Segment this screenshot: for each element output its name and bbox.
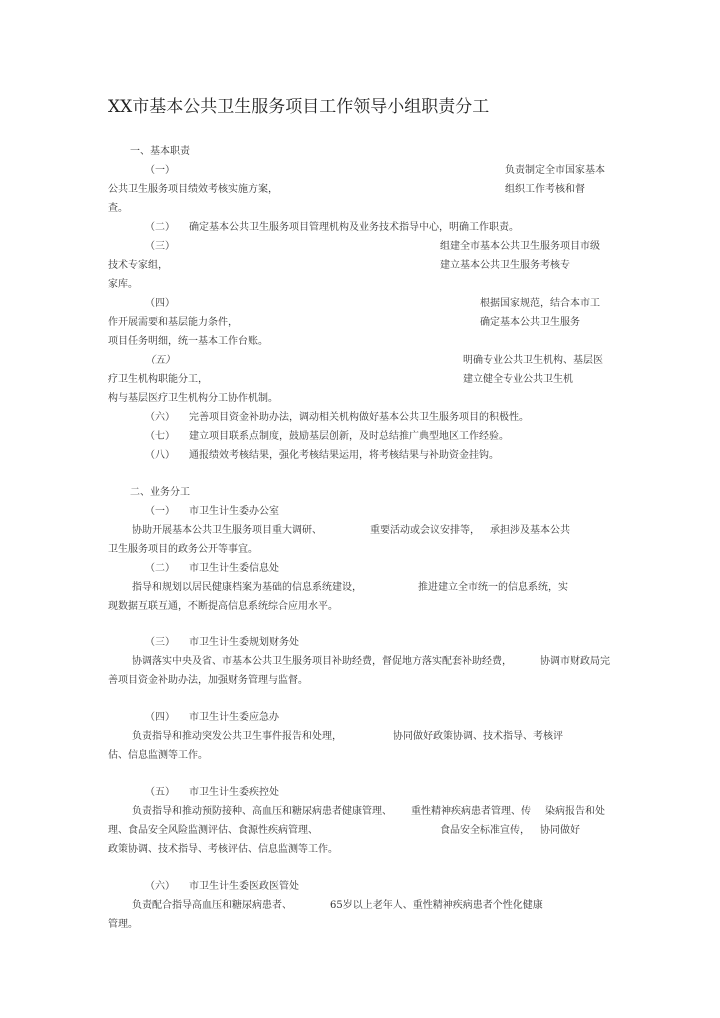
item-number: （二） [145, 222, 175, 233]
item-number: （四） [145, 712, 175, 723]
paragraph-text: 公共卫生服务项目绩效考核实施方案， [108, 184, 278, 195]
item-number: （二） [145, 563, 175, 574]
paragraph-text: 明确专业公共卫生机构、基层医 [463, 355, 603, 366]
paragraph-text: 负责配合指导高血压和糖尿病患者、 [132, 900, 292, 911]
paragraph-text: 推进建立全市统一的信息系统，实 [418, 582, 568, 593]
paragraph-text: 组建全市基本公共卫生服务项目市级 [440, 241, 600, 252]
unit-title: 市卫生计生委规划财务处 [189, 637, 299, 648]
paragraph-text: 承担涉及基本公共 [490, 525, 570, 536]
item-number: （一） [145, 165, 175, 176]
paragraph-text: 重要活动或会议安排等， [370, 525, 480, 536]
paragraph-text: 建立基本公共卫生服务考核专 [440, 260, 570, 271]
paragraph-text: 管理。 [108, 919, 138, 930]
paragraph-text: 指导和规划以居民健康档案为基础的信息系统建设， [132, 582, 362, 593]
section-heading-duties: 一、基本职责 [130, 146, 190, 157]
paragraph-text: 协调市财政局完 [540, 656, 610, 667]
paragraph-text: 食品安全标准宣传， [440, 825, 530, 836]
section-heading-division: 二、业务分工 [130, 487, 190, 498]
unit-title: 市卫生计生委疾控处 [189, 787, 279, 798]
paragraph-text: 建立健全专业公共卫生机 [463, 374, 573, 385]
paragraph-text: 建立项目联系点制度，鼓励基层创新，及时总结推广典型地区工作经验。 [189, 431, 509, 442]
unit-title: 市卫生计生委医政医管处 [189, 881, 299, 892]
item-number: （五） [145, 787, 175, 798]
paragraph-text: 重性精神疾病患者管理、传 [411, 806, 531, 817]
paragraph-text: 负责指导和推动预防接种、高血压和糖尿病患者健康管理、 [132, 806, 392, 817]
paragraph-text: 家库。 [108, 279, 138, 290]
item-number: （七） [145, 431, 175, 442]
paragraph-text: 查。 [108, 203, 128, 214]
unit-title: 市卫生计生委应急办 [189, 712, 279, 723]
paragraph-text: 完善项目资金补助办法，调动相关机构做好基本公共卫生服务项目的积极性。 [189, 412, 529, 423]
paragraph-text: 确定基本公共卫生服务 [480, 317, 580, 328]
paragraph-text: 构与基层医疗卫生机构分工协作机制。 [108, 393, 278, 404]
paragraph-text: 协同做好 [540, 825, 580, 836]
paragraph-text: 现数据互联互通，不断提高信息系统综合应用水平。 [108, 601, 338, 612]
paragraph-text: 估、信息监测等工作。 [108, 750, 208, 761]
paragraph-text: 染病报告和处 [545, 806, 605, 817]
paragraph-text: 作开展需要和基层能力条件， [108, 317, 238, 328]
paragraph-text: 协助开展基本公共卫生服务项目重大调研、 [132, 525, 322, 536]
unit-title: 市卫生计生委信息处 [189, 563, 279, 574]
paragraph-text: 65岁以上老年人、重性精神疾病患者个性化健康 [330, 900, 543, 911]
paragraph-text: 政策协调、技术指导、考核评估、信息监测等工作。 [108, 844, 338, 855]
item-number: （八） [145, 450, 175, 461]
paragraph-text: 协调落实中央及省、市基本公共卫生服务项目补助经费，督促地方落实配套补助经费， [132, 656, 512, 667]
paragraph-text: 理、食品安全风险监测评估、食源性疾病管理、 [108, 825, 318, 836]
paragraph-text: 疗卫生机构职能分工， [108, 374, 208, 385]
paragraph-text: 组织工作考核和督 [505, 184, 585, 195]
item-number: （三） [145, 241, 175, 252]
paragraph-text: 技术专家组， [108, 260, 168, 271]
paragraph-text: 根据国家规范，结合本市工 [480, 298, 600, 309]
paragraph-text: 通报绩效考核结果，强化考核结果运用，将考核结果与补助资金挂钩。 [189, 450, 499, 461]
paragraph-text: 卫生服务项目的政务公开等事宜。 [108, 544, 258, 555]
paragraph-text: 负责指导和推动突发公共卫生事件报告和处理， [132, 731, 342, 742]
paragraph-text: 确定基本公共卫生服务项目管理机构及业务技术指导中心，明确工作职责。 [189, 222, 519, 233]
document-title: XX市基本公共卫生服务项目工作领导小组职责分工 [108, 97, 490, 117]
paragraph-text: 协同做好政策协调、技术指导、考核评 [393, 731, 563, 742]
item-number: （三） [145, 637, 175, 648]
item-number: （四） [145, 298, 175, 309]
paragraph-text: 善项目资金补助办法，加强财务管理与监督。 [108, 675, 308, 686]
item-number: （六） [145, 881, 175, 892]
paragraph-text: 项目任务明细，统一基本工作台账。 [108, 336, 268, 347]
item-number: （五） [145, 355, 175, 366]
item-number: （六） [145, 412, 175, 423]
paragraph-text: 负责制定全市国家基本 [505, 165, 605, 176]
item-number: （一） [145, 506, 175, 517]
unit-title: 市卫生计生委办公室 [189, 506, 279, 517]
